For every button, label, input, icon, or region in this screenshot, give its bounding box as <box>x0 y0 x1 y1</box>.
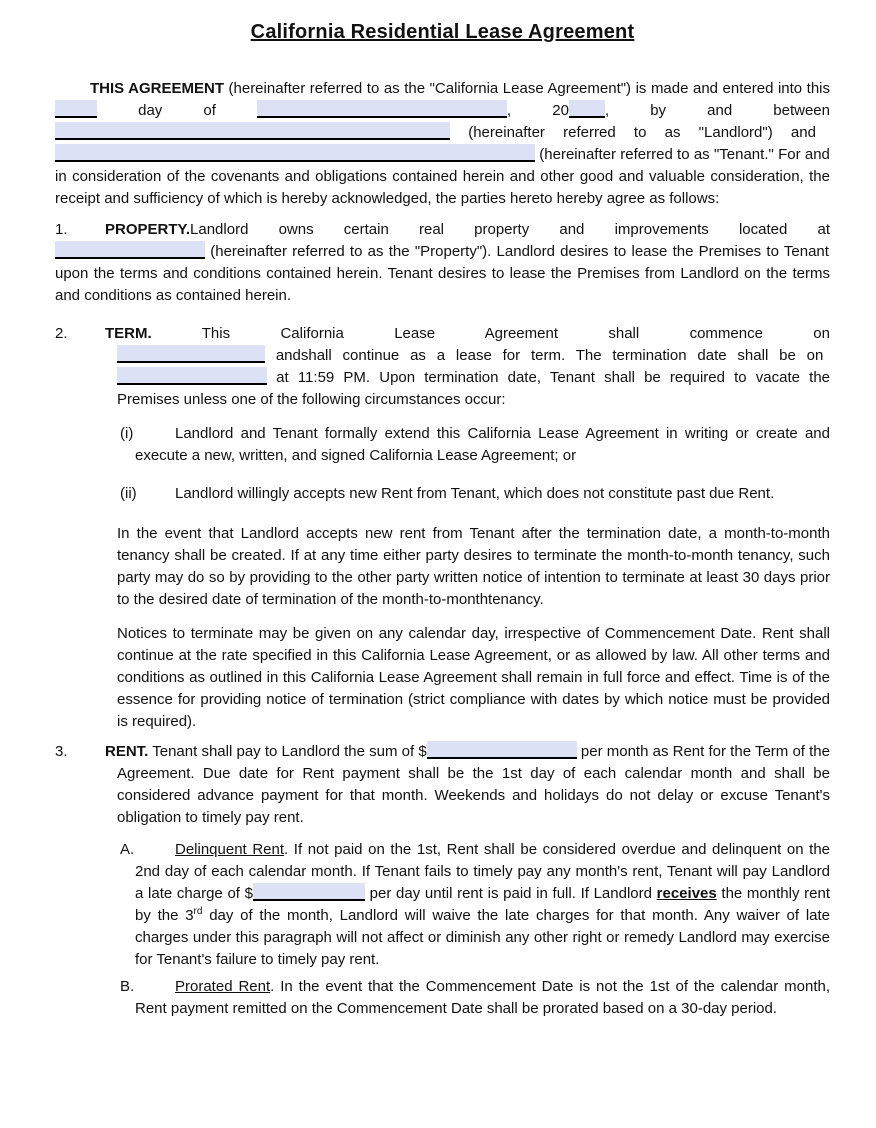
no-break-group <box>55 146 616 163</box>
section-3-rent <box>55 741 830 829</box>
list-marker: B. <box>120 978 135 995</box>
text-run: (hereinafter <box>450 124 545 141</box>
month-to-month-paragraph <box>117 523 830 611</box>
text-run: as the "Property"). Landlord desires to lease the Premises to Tenant upon the terms and conditions contained herein. Tenant desires to lease the Premises from Landlord on the terms and conditions as contained herein. <box>55 243 830 304</box>
termination-date-field[interactable] <box>117 367 267 385</box>
notices-paragraph <box>117 623 830 733</box>
text-run: andshall continue as a lease <box>265 347 492 364</box>
text-run: , 20 <box>506 102 569 119</box>
text-run: receives <box>656 885 717 902</box>
text-run: Notices to terminate may be given on any calendar day, irrespective of Commencement Date. Rent shall continue at the rate specified in this California Lease Agreement, or as allowed by law. All other terms and conditions as outlined in this California Lease Agreement shall remain in full force and effect. Time is of the essence for providing notice of termination (strict compliance with dates by which notice must be provided is required). <box>117 625 830 730</box>
rent-clause-b-prorated <box>120 976 830 1020</box>
text-run: Prorated Rent <box>175 978 271 995</box>
term-clause-ii <box>120 483 830 505</box>
text-run: (hereinafter referred to as the "California Lease Agreement") is made and entered into this <box>223 80 830 97</box>
list-marker: (ii) <box>120 485 137 502</box>
monthly-rent-field[interactable] <box>427 741 577 759</box>
text-run: , by and between <box>604 102 830 119</box>
text-run: per month as Rent for the Term of the Agreement. Due date for Rent payment shall be the 1st day of each calendar month and shall be considered advance payment for that month. Weekends and holidays do not delay or excuse Tenant's obligation to timely pay rent. <box>117 743 830 826</box>
no-break-group <box>55 243 362 260</box>
text-run: rd <box>193 906 203 917</box>
text-run: at 11:59 PM. Upon termination date, Tenant shall be required to vacate the Premises unless one of the following circumstances occur: <box>117 369 830 408</box>
text-run: for term. The termination date shall be on <box>491 347 824 364</box>
month-field[interactable] <box>257 100 507 118</box>
list-marker: 3. <box>55 743 68 760</box>
day-field[interactable] <box>55 100 97 118</box>
text-run: RENT. <box>105 743 149 760</box>
tenant-name-field[interactable] <box>55 144 535 162</box>
text-run: (hereinafter <box>535 146 616 163</box>
text-run: day of the month, Landlord will waive the late charges for that month. Any waiver of late charges under this paragraph will not affect or diminish any other right or remedy Landlord may exercise for Tenant's failure to timely pay rent. <box>135 907 831 968</box>
text-run: referred to as "Tenant." For and in consideration of the covenants and obligations contained herein and other good and valuable consideration, the receipt and sufficiency of which is hereby acknowledged, the parties hereto hereby agree as follows: <box>55 146 830 207</box>
no-break-group <box>55 124 545 141</box>
text-run: This California Lease Agreement shall commence on <box>151 325 830 342</box>
list-marker: A. <box>120 841 135 858</box>
no-break-group <box>117 347 492 364</box>
text-run: (hereinafter referred to <box>205 243 363 260</box>
text-run: . If not paid on the 1st, Rent shall be considered overdue and delinquent on the 2nd day of each calendar month. If Tenant fails to timely pay any month's rent, Tenant will pay Landlord a late charge of $ <box>135 841 830 902</box>
text-run: . In the event that the Commencement Date is not the 1st of the calendar month, Rent payment remitted on the Commencement Date shall be prorated based on a 30-day period. <box>135 978 830 1017</box>
text-run: referred to as "Landlord") and <box>544 124 816 141</box>
term-clause-i <box>120 423 830 467</box>
document-title: California Residential Lease Agreement <box>250 21 635 43</box>
text-run: per day until rent is paid in full. If Landlord <box>364 885 657 902</box>
text-run: Landlord and Tenant formally extend this California Lease Agreement in writing or create and execute a new, written, and signed California Lease Agreement; or <box>135 425 830 464</box>
list-marker: (i) <box>120 425 134 442</box>
section-1-property <box>55 219 830 307</box>
text-run: the monthly rent by the 3 <box>135 885 830 924</box>
landlord-name-field[interactable] <box>55 122 450 140</box>
section-2-term <box>55 323 830 411</box>
list-marker: 2. <box>55 325 68 342</box>
late-charge-field[interactable] <box>253 883 365 901</box>
text-run: In the event that Landlord accepts new rent from Tenant after the termination date, a month-to-month tenancy shall be created. If at any time either party desires to terminate the month-to-month tenancy, such party may do so by providing to the other party written notice of intention to terminate at least 30 days prior to the desired date of termination of the month-to-monthtenancy. <box>117 525 830 608</box>
year-field[interactable] <box>569 100 605 118</box>
commencement-date-field[interactable] <box>117 345 265 363</box>
list-marker: 1. <box>55 221 68 238</box>
text-run: Landlord owns certain real property and improvements located at <box>190 221 830 238</box>
text-run: Tenant shall pay to Landlord the sum of $ <box>148 743 427 760</box>
property-address-field[interactable] <box>55 241 205 259</box>
text-run: THIS AGREEMENT <box>90 80 224 97</box>
text-run: day of <box>97 102 257 119</box>
text-run: Landlord willingly accepts new Rent from Tenant, which does not constitute past due Rent. <box>175 485 775 502</box>
text-run: PROPERTY. <box>105 221 191 238</box>
intro-paragraph <box>55 78 830 210</box>
text-run: Delinquent Rent <box>175 841 285 858</box>
text-run: TERM. <box>105 325 152 342</box>
rent-clause-a-delinquent <box>120 839 831 971</box>
